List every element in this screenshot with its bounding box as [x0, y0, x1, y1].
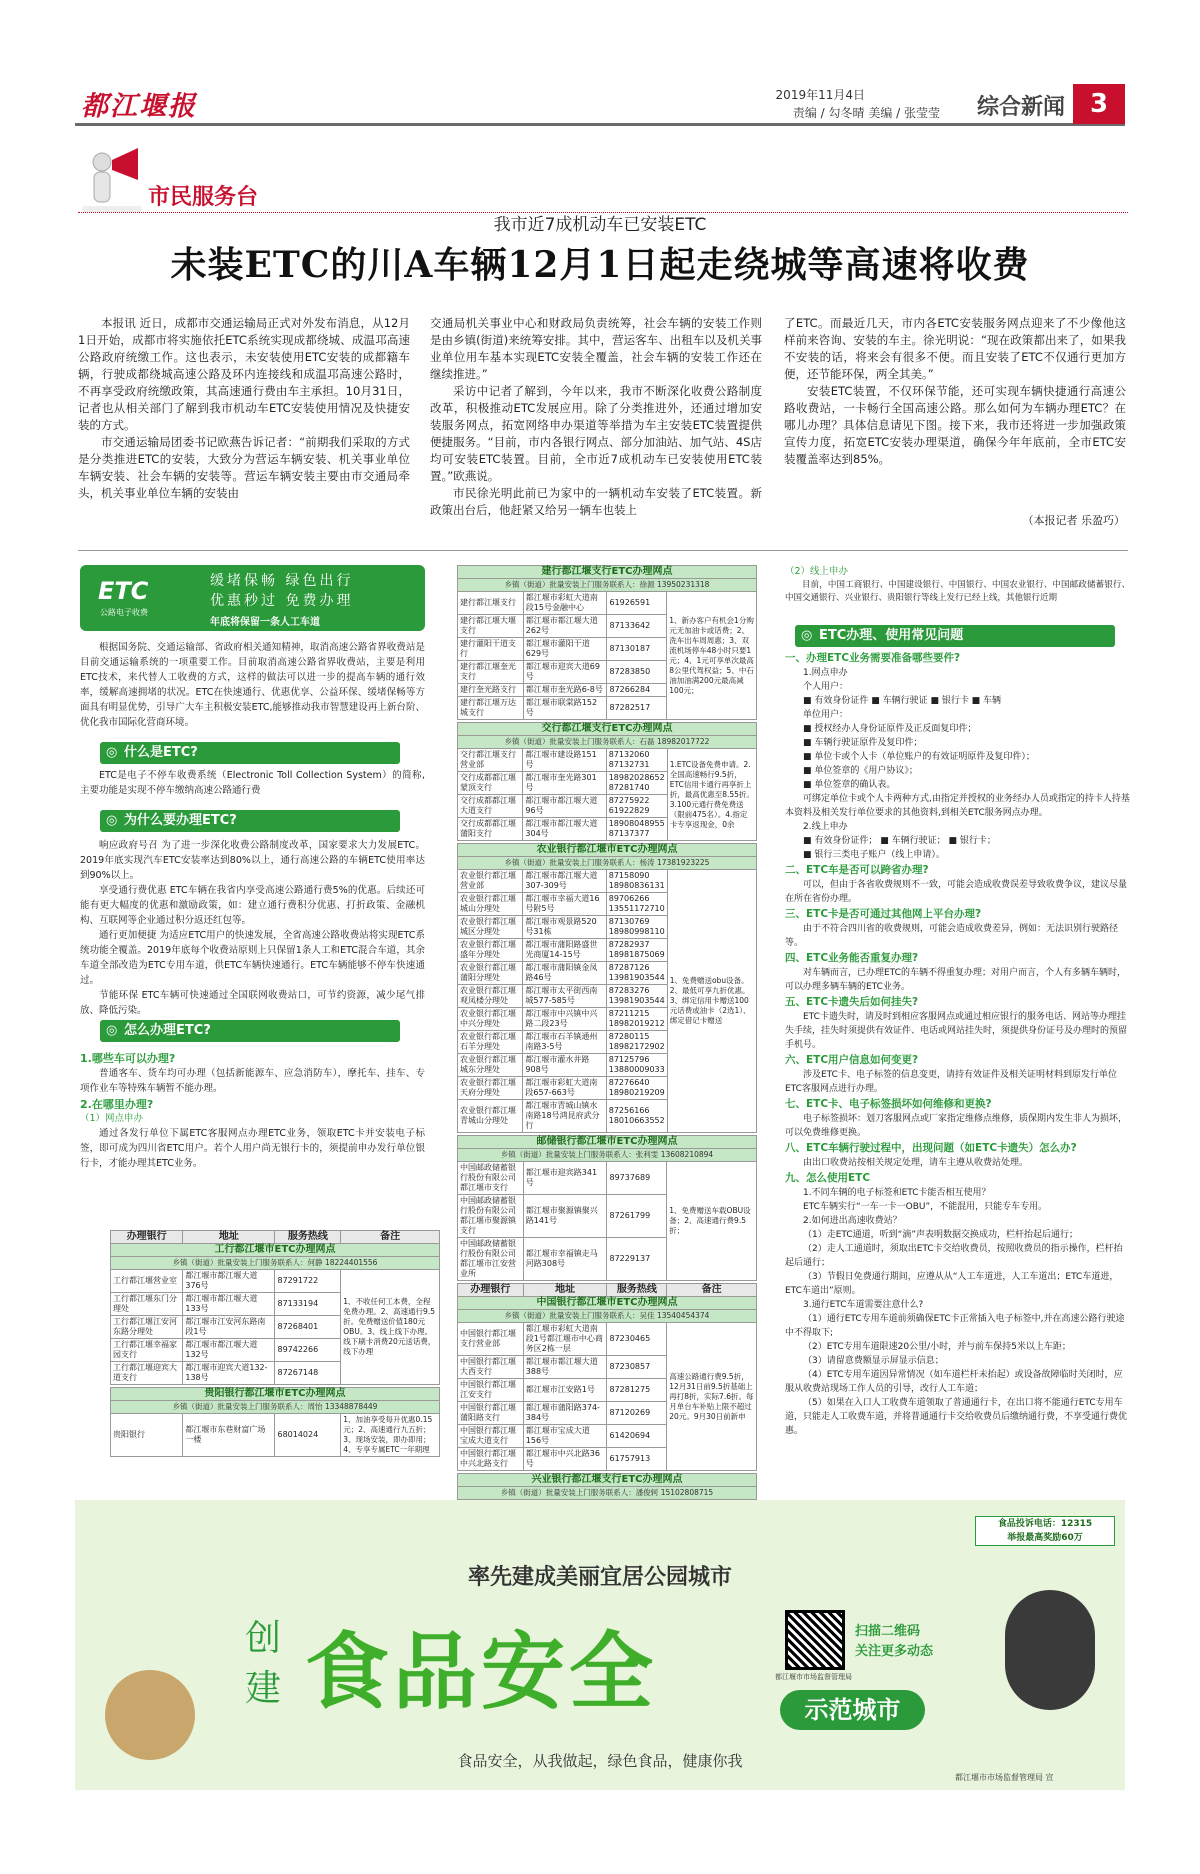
- cell-phone: 61420694: [607, 1425, 667, 1448]
- faq-question: 五、ETC卡遗失后如何挂失?: [785, 996, 919, 1008]
- paragraph: 采访中记者了解到，今年以来，我市不断深化收费公路制度改革，积极推动ETC发展应用。除了分类推进外，还通过增加安装服务网点，拓宽网络申办渠道等举措为车主安装ETC装置提供便捷服务。“目前，市内各银行网点、部分加油站、加气站、4S店均可安装ETC装置。目前，全市近7成机动车已安装使用ETC装置。”欧燕说。: [430, 384, 762, 483]
- faq-question: 一、办理ETC业务需要准备哪些要件?: [785, 652, 961, 664]
- page-number: 3: [1073, 84, 1125, 124]
- section-why: ◎ 为什么要办理ETC?: [100, 810, 400, 832]
- faq-answer: 由出口收费站按相关规定处理，请车主遵从收费站处理。: [803, 1158, 1029, 1168]
- headline: 未装ETC的川A车辆12月1日起走绕城等高速将收费: [170, 244, 1030, 286]
- food-plate-icon: [105, 1670, 195, 1760]
- faq-answer: （1）走ETC通道，听到“滴”声表明数据交换成功，栏杆抬起后通行；: [803, 1230, 1078, 1240]
- faq-answer: ■ 单位签章的《用户协议》；: [803, 766, 918, 776]
- faq-answer: （2）走人工通道时，须取出ETC卡交给收费员，按照收费员的指示操作，栏杆抬起后通行；: [785, 1244, 1123, 1268]
- cell-note: 1、免费赠送车载OBU设备；2、高速通行费9.5折；: [667, 1162, 757, 1281]
- cell-phone: 87283276 13981903544: [606, 985, 667, 1008]
- faq-answer: ■ 有效身份证件 ■ 车辆行驶证 ■ 银行卡 ■ 车辆: [803, 696, 1002, 706]
- cell-bank: 农业银行都江堰石羊分理处: [458, 1031, 523, 1054]
- cell-bank: 农业银行都江堰中兴分理处: [458, 1008, 523, 1031]
- what-answer: [80, 768, 425, 798]
- bank-contact: 乡镇（街道）批量安装上门服务联系人：周怡 13348878449: [111, 1401, 440, 1414]
- qr-note: 都江堰市市场监督管理局: [775, 1673, 852, 1681]
- cell-address: 都江堰市太平街西南城577-585号: [523, 985, 606, 1008]
- cell-phone: 87211215 18982019212: [606, 1008, 667, 1031]
- why-item: 通行更加便捷 为适应ETC用户的快速发展，全省高速公路收费站将实现ETC系统功能全覆盖。2019年底每个收费站原则上只保留1条人工和ETC混合车道，其余车道全部改造为ETC专用车道，供ETC车辆快速通行。ETC车辆能够不停车快速通过。: [80, 930, 425, 986]
- qr-label: 扫描二维码: [855, 1624, 921, 1639]
- faq-answer: 2.线上申办: [803, 822, 848, 832]
- bank-contact: 乡镇（街道）批量安装上门服务联系人：潘俊轲 15102808715: [458, 1487, 757, 1500]
- cell-address: 都江堰市都江堰大道262号: [523, 615, 607, 638]
- cell-address: 都江堰市都江堰大道376号: [183, 1270, 275, 1293]
- bank-table-middle: [457, 565, 757, 1555]
- etc-logo-sub: 公路电子收费: [100, 608, 148, 617]
- banner-demo: 示范城市: [780, 1690, 925, 1730]
- cell-phone: 87230465: [607, 1323, 667, 1356]
- cell-bank: 交行成都都江堰蒲阳支行: [458, 818, 523, 841]
- cell-phone: 87133194: [275, 1293, 341, 1316]
- faq-answer: ■ 银行三类电子账户（线上申请）。: [803, 850, 945, 860]
- cell-address: 都江堰市宝成大道156号: [523, 1425, 607, 1448]
- cell-address: 都江堰市都江堰大道388号: [523, 1356, 607, 1379]
- bank-title: 交行都江堰支行ETC办理网点: [458, 723, 757, 736]
- bank-table: [457, 722, 757, 841]
- faq-answer: 可绑定单位卡或个人卡两种方式,由指定并授权的业务经办人员或指定的持卡人持基本资料及相关发行单位要求的其他资料,到相关ETC服务网点办理。: [785, 794, 1130, 818]
- cell-phone: 87261799: [607, 1195, 667, 1238]
- cell-bank: 农业银行都江堰蒲阳分理处: [458, 962, 523, 985]
- cell-phone: 87280115 18982172902: [606, 1031, 667, 1054]
- cell-address: 都江堰市石羊镇通州南路3-5号: [523, 1031, 606, 1054]
- divider: [78, 550, 1128, 551]
- cell-phone: 87125796 13880009033: [606, 1054, 667, 1077]
- cell-phone: 87120269: [607, 1402, 667, 1425]
- cell-bank: 农业银行都江堰观凤楼分理处: [458, 985, 523, 1008]
- cell-bank: 农业银行都江堰城东分理处: [458, 1054, 523, 1077]
- paragraph: 市交通运输局团委书记欧燕告诉记者：“前期我们采取的方式是分类推进ETC的安装，大致分为营运车辆安装、机关事业单位车辆安装、社会车辆的安装等。营运车辆安装主要由市交通局牵头，机关事业单位车辆的安装由: [78, 435, 410, 500]
- cell-address: 都江堰市彩虹大道南段1号都江堰市中心商务区2栋一层: [523, 1323, 607, 1356]
- cell-phone: 87132060 87132731: [606, 749, 667, 772]
- cell-address: 都江堰市江安河东路南段1号: [183, 1316, 275, 1339]
- faq-question: 二、ETC车是否可以跨省办理?: [785, 864, 929, 876]
- faq-answer: ETC车辆实行“一车一卡一OBU”，不能混用，只能专车专用。: [803, 1202, 1048, 1212]
- cell-bank: 工行都江堰迎宾大道支行: [111, 1362, 183, 1385]
- how-sub: （1）网点申办: [80, 1113, 144, 1124]
- faq-list: [785, 650, 1130, 1438]
- banner-org: 都江堰市市场监督管理局 宣: [955, 1773, 1054, 1782]
- table-header: 办理银行: [111, 1231, 183, 1244]
- bank-table: [457, 565, 757, 720]
- bank-contact: 乡镇（街道）批量安装上门服务联系人：徐源 13950231318: [458, 579, 757, 592]
- banner-slogan: 食品安全，从我做起，绿色食品，健康你我: [457, 1752, 743, 1770]
- cell-bank: 建行都江堰万达城支行: [458, 697, 524, 720]
- slogan-line: 优惠秒过 免费办理: [210, 593, 354, 609]
- faq-answer: （2）ETC专用车道限速20公里/小时，并与前车保持5米以上车距；: [803, 1342, 1071, 1352]
- table-row: [111, 1270, 440, 1293]
- faq-question: 七、ETC卡、电子标签损坏如何维修和更换?: [785, 1098, 992, 1110]
- cell-address: 都江堰市幸福大道16号附5号: [523, 893, 606, 916]
- cell-bank: 贵阳银行: [111, 1414, 183, 1457]
- bank-contact: 乡镇（街道）批量安装上门服务联系人：吴佳 13540454374: [458, 1310, 757, 1323]
- cell-address: 都江堰市江安路1号: [523, 1379, 607, 1402]
- why-list: [80, 838, 425, 1018]
- bank-title: 建行都江堰支行ETC办理网点: [458, 566, 757, 579]
- cell-phone: 68014024: [275, 1414, 341, 1457]
- cell-bank: 农业银行都江堰青城山分理处: [458, 1100, 523, 1133]
- table-row: [458, 592, 757, 615]
- cell-bank: 交行都江堰支行营业部: [458, 749, 523, 772]
- cell-address: 都江堰市迎宾路341号: [523, 1162, 607, 1195]
- faq-question: 六、ETC用户信息如何变更?: [785, 1054, 919, 1066]
- cell-address: 都江堰市迎宾大道132-138号: [183, 1362, 275, 1385]
- cell-bank: 中国银行都江堰中兴北路支行: [458, 1448, 524, 1471]
- cell-address: 都江堰市建设路151号: [523, 749, 606, 772]
- bank-title: 中国银行都江堰市ETC办理网点: [458, 1297, 757, 1310]
- paragraph: 交通局机关事业中心和财政局负责统筹，社会车辆的安装工作则是由乡镇(街道)来统筹安排。其中，营运客车、出租车以及机关事业单位用车基本实现ETC安装全覆盖，社会车辆的安装工作还在继续推进。”: [430, 316, 762, 381]
- bank-table: [110, 1387, 440, 1457]
- cell-address: 都江堰市青城山镇水南路18号鸿昆府武分行: [523, 1100, 606, 1133]
- qr-label: 关注更多动态: [855, 1644, 934, 1659]
- table-row: [458, 749, 757, 772]
- cell-address: 都江堰市蒲阳路盛世光商厦14-15号: [523, 939, 606, 962]
- cell-address: 都江堰市中兴北路36号: [523, 1448, 607, 1471]
- cell-bank: 建行都江堰支行: [458, 592, 524, 615]
- cell-address: 都江堰市蒲阳路374-384号: [523, 1402, 607, 1425]
- table-header: 地址: [183, 1231, 275, 1244]
- how-heading: 1.哪些车可以办理?: [80, 1052, 176, 1065]
- food-safety-banner: [75, 1500, 1125, 1790]
- page-header: [75, 84, 1125, 126]
- section-faq: ◎ ETC办理、使用常见问题: [795, 625, 1115, 647]
- cell-bank: 中国银行都江堰蒲阳路支行: [458, 1402, 524, 1425]
- cell-bank: 工行都江堰幸福家园支行: [111, 1339, 183, 1362]
- cell-bank: 交行成都都江堰蒙顶支行: [458, 772, 523, 795]
- cell-bank: 中国银行都江堰大西支行: [458, 1356, 524, 1379]
- cell-phone: 87158090 18980836131: [606, 870, 667, 893]
- article-column-3: [784, 315, 1126, 468]
- tip-line: 食品投诉电话：12315: [997, 1519, 1093, 1529]
- faq-answer: ■ 有效身份证件； ■ 车辆行驶证； ■ 银行卡；: [803, 836, 996, 846]
- etc-banner: [80, 565, 425, 631]
- kicker: 我市近7成机动车已安装ETC: [493, 215, 707, 235]
- cell-address: 都江堰市迎宾大道69号: [523, 661, 607, 684]
- cell-address: 都江堰市都江堰大道304号: [523, 818, 606, 841]
- faq-question: 八、ETC车辆行驶过程中，出现问题（如ETC卡遗失）怎么办?: [785, 1142, 1077, 1154]
- cell-bank: 农业银行都江堰天府分理处: [458, 1077, 523, 1100]
- cell-phone: 87267148: [275, 1362, 341, 1385]
- faq-answer: （4）ETC专用车道因异常情况（如车道栏杆未抬起）或设备故障临时关闭时，应服从收费站现场工作人员的引导，改行人工车道；: [785, 1370, 1123, 1394]
- table-header: 办理银行: [458, 1284, 524, 1297]
- how-content: [80, 1050, 425, 1171]
- cell-phone: 87283850: [607, 661, 667, 684]
- cell-bank: 工行都江堰营业室: [111, 1270, 183, 1293]
- why-item: 响应政府号召 为了进一步深化收费公路制度改革，国家要求大力发展ETC。2019年底实现汽车ETC安装率达到80%以上，通行高速公路的车辆ETC使用率达到90%以上。: [80, 840, 425, 881]
- cell-bank: 农业银行都江堰城区分理处: [458, 916, 523, 939]
- bank-title: 贵阳银行都江堰市ETC办理网点: [111, 1388, 440, 1401]
- tip-line: 举报最高奖励60万: [1007, 1533, 1083, 1543]
- issue-date: 2019年11月4日: [775, 88, 865, 102]
- faq-answer: 单位用户：: [803, 710, 849, 720]
- cell-address: 都江堰市彩虹大道南段15号金融中心: [523, 592, 607, 615]
- cell-address: 都江堰市灌水井路908号: [523, 1054, 606, 1077]
- table-header: 服务热线: [275, 1231, 341, 1244]
- table-header: 备注: [667, 1284, 757, 1297]
- cell-note: 1、加油享受每升优惠0.15元；2、高速通行九五折；3、现场安装，即办即用；4、专享专属ETC一年期理: [341, 1414, 440, 1457]
- bank-contact: 乡镇（街道）批量安装上门服务联系人：张利雯 13608210894: [458, 1149, 757, 1162]
- banner-char: 创: [245, 1618, 282, 1659]
- section-what: ◎ 什么是ETC?: [100, 742, 400, 764]
- faq-answer: ■ 授权经办人身份证原件及正反面复印件；: [803, 724, 977, 734]
- cell-phone: 87268401: [275, 1316, 341, 1339]
- qr-code-icon: [785, 1610, 845, 1670]
- cell-note: 1.ETC设备免费申请。2.全国高速畅行9.5折，ETC信用卡通行再享折上折，最高优惠至8.55折。3.100元通行费免费送（限前475名）。4.指定卡专享返现金，0余: [667, 749, 756, 841]
- table-header: 地址: [523, 1284, 607, 1297]
- cell-phone: 87281275: [607, 1379, 667, 1402]
- faq-answer: ■ 单位签章的确认表。: [803, 780, 896, 790]
- faq-answer: ■ 车辆行驶证原件及复印件；: [803, 738, 923, 748]
- how-heading: 2.在哪里办理?: [80, 1098, 154, 1111]
- cell-bank: 农业银行都江堰城山分理处: [458, 893, 523, 916]
- cell-phone: 87266284: [607, 684, 667, 697]
- faq-answer: 1.不同车辆的电子标签和ETC卡能否相互使用？: [803, 1188, 991, 1198]
- bank-table: [457, 1135, 757, 1281]
- faq-answer: ■ 单位卡或个人卡（单位账户的有效证明原件及复印件）；: [803, 752, 1035, 762]
- cell-address: 都江堰市奎光路6-8号: [523, 684, 607, 697]
- cell-phone: 87282517: [607, 697, 667, 720]
- bank-title: 邮储银行都江堰市ETC办理网点: [458, 1136, 757, 1149]
- faq-answer: 电子标签损坏：划刀客服网点或厂家指定维修点维修，质保期内发生非人为损坏，可以免费维修更换。: [785, 1114, 1128, 1138]
- cell-phone: 87230857: [607, 1356, 667, 1379]
- faq-answer: （5）如果在入口人工收费车道领取了普通通行卡，在出口将不能通行ETC专用车道，只能走人工收费车道，并将普通通行卡交给收费员后缴纳通行费，不享受通行费优惠。: [785, 1398, 1128, 1436]
- banner-main: 食品安全: [305, 1623, 658, 1721]
- faq-answer: （3）请留意费额显示屏显示信息；: [803, 1356, 944, 1366]
- section-how: ◎ 怎么办理ETC?: [100, 1020, 400, 1042]
- bank-table-left: [110, 1230, 440, 1459]
- cell-address: 都江堰市都江堰大道133号: [183, 1293, 275, 1316]
- rice-spoon-icon: [1005, 1590, 1095, 1710]
- faq-answer: 由于不符合四川省的收费规则，可能会造成收费差异，例如：无法识别行驶路径等。: [785, 924, 1119, 948]
- bank-table: [457, 1283, 757, 1471]
- section-name: 综合新闻: [976, 94, 1065, 120]
- faq-answer: 涉及ETC卡、电子标签的信息变更，请持有效证件及相关证明材料到原发行单位ETC客服网点进行办理。: [785, 1070, 1117, 1094]
- cell-bank: 中国银行都江堰支行营业部: [458, 1323, 524, 1356]
- banner-char: 建: [245, 1668, 282, 1709]
- megaphone-icon: [78, 140, 148, 220]
- faq-answer: 对车辆而言，已办理ETC的车辆不得重复办理；对用户而言，个人有多辆车辆时，可以办理多辆车辆的ETC业务。: [785, 968, 1126, 992]
- cell-bank: 建行都江堰大堰支行: [458, 615, 524, 638]
- faq-answer: ETC卡遗失时，请及时到相应客服网点或通过相应银行的服务电话、网站等办理挂失手续，挂失时须提供有效证件、电话或网站挂失时，须提供身份证号及办理时的预留手机号。: [785, 1012, 1128, 1050]
- why-item: 享受通行费优惠 ETC车辆在我省内享受高速公路通行费5%的优惠。后续还可能有更大幅度的优惠和激励政策，如：建立通行费积分优惠、打折政策、金融机构、互联网等企业通过积分返还红包等。: [80, 885, 425, 926]
- cell-bank: 建行灌阳干道支行: [458, 638, 524, 661]
- cell-phone: 87130187: [607, 638, 667, 661]
- faq-question: 九、怎么使用ETC: [785, 1172, 871, 1184]
- bank-title: 兴业银行都江堰支行ETC办理网点: [458, 1474, 757, 1487]
- byline: （本报记者 乐盈巧）: [1022, 514, 1125, 527]
- intro-text: 根据国务院、交通运输部、省政府相关通知精神，取消高速公路省界收费站是目前交通运输系统的一项重要工作。目前取消高速公路省界收费站，主要是利用ETC技术，来代替人工收费的方式，这样的做法可以进一步的提高车辆的通行效率，缓解高速拥堵的状况。ETC在快速通行、优惠优享、公益环保、缓堵保畅等方面具有明显优势，引导广大车主积极安装ETC,能够推动我市智慧建设再上新台阶、优化我市国际化营商环境。: [80, 642, 425, 728]
- table-row: [458, 1162, 757, 1195]
- cell-phone: 87275922 61922829: [606, 795, 667, 818]
- article-column-1: [78, 315, 410, 502]
- cell-address: 都江堰市聚源镇聚兴路141号: [523, 1195, 607, 1238]
- table-row: [458, 1323, 757, 1356]
- cell-bank: 中国邮政储蓄银行股份有限公司都江堰市支行: [458, 1162, 524, 1195]
- faq-answer: （1）通行ETC专用车道前须确保ETC卡正常插入电子标签中,并在高速公路行驶途中不得取下;: [785, 1314, 1125, 1338]
- cell-bank: 工行都江堰江安河东路分理处: [111, 1316, 183, 1339]
- cell-phone: 61757913: [607, 1448, 667, 1471]
- cell-phone: 89706266 13551172710: [606, 893, 667, 916]
- paragraph: 本报讯 近日，成都市交通运输局正式对外发布消息，从12月1日开始，成都市将实施依托ETC系统实现成都绕城、成温邛高速公路政府统缴工作。这也表示，未安装使用ETC安装的成都籍车辆，行驶成都绕城高速公路及环内连接线和成温邛高速公路时，不再享受政府统缴政策，其高速通行费由车主承担。10月31日，记者也从相关部门了解到我市机动车ETC安装使用情况及快捷安装的方式。: [78, 316, 410, 432]
- cell-address: 都江堰市灌阳干道629号: [523, 638, 607, 661]
- cell-bank: 中国邮政储蓄银行股份有限公司都江堰市聚源镇支行: [458, 1195, 524, 1238]
- bank-title: 农业银行都江堰市ETC办理网点: [458, 844, 757, 857]
- bank-table: [457, 843, 757, 1133]
- bank-contact: 乡镇（街道）批量安装上门服务联系人：何静 18224401556: [111, 1257, 440, 1270]
- cell-phone: 87282937 18981875069: [606, 939, 667, 962]
- cell-note: 1、免费赠送obu设备。2、最低可享九折优惠。3、绑定信用卡赠送100元话费或油卡（2选1）、绑定借记卡赠送: [667, 870, 756, 1133]
- cell-phone: 87291722: [275, 1270, 341, 1293]
- why-item: 节能环保 ETC车辆可快速通过全国联网收费站口，可节约资源，减少尾气排放、降低污染。: [80, 990, 425, 1016]
- paragraph: 了ETC。而最近几天，市内各ETC安装服务网点迎来了不少像他这样前来咨询、安装的车主。徐光明说：“现在政策都出来了，如果我不安装的话，将来会有很多不便。而且安装了ETC不仅通行更加方便，还节能环保，两全其美。”: [784, 316, 1126, 381]
- cell-phone: 87133642: [607, 615, 667, 638]
- cell-phone: 87229137: [607, 1238, 667, 1281]
- cell-bank: 农业银行都江堰盛年分理处: [458, 939, 523, 962]
- cell-bank: 中国银行都江堰宝成大道支行: [458, 1425, 524, 1448]
- cell-address: 都江堰市东巷财富广场一楼: [183, 1414, 275, 1457]
- online-text: 目前，中国工商银行、中国建设银行、中国银行、中国农业银行、中国邮政储蓄银行、中国交通银行、兴业银行、贵阳银行等线上发行已经上线，其他银行近期: [785, 580, 1130, 603]
- cell-phone: 87130769 18980998110: [606, 916, 667, 939]
- how-text: 普通客车、货车均可办理（包括新能源车、应急消防车），摩托车、挂车、专项作业车等特殊车辆暂不能办理。: [80, 1068, 425, 1094]
- cell-address: 都江堰市中兴镇中兴路二段23号: [523, 1008, 606, 1031]
- cell-address: 都江堰市观景路520号31栋: [523, 916, 606, 939]
- slogan-line: 缓堵保畅 绿色出行: [210, 573, 354, 589]
- paragraph: 市民徐光明此前已为家中的一辆机动车安装了ETC装置。新政策出台后，他赶紧又给另一辆车也装上: [430, 486, 762, 517]
- cell-address: 都江堰市幸福镇走马河路308号: [523, 1238, 607, 1281]
- cell-note: 1、新办客户有机会1分购元无加油卡或话费；2、洗车出车周周惠；3、双流机场停车48小时只要1元；4、1元可享单次最高8公里代驾权益；5、中石油加油满200元最高减100元；: [667, 592, 757, 720]
- cell-phone: 61926591: [607, 592, 667, 615]
- tip-box: [975, 1516, 1115, 1546]
- faq-answer: 1.网点申办: [803, 668, 848, 678]
- faq-question: 三、ETC卡是否可通过其他网上平台办理?: [785, 908, 982, 920]
- answer-text: ETC是电子不停车收费系统（Electronic Toll Collection System）的简称,主要功能是实现不停车缴纳高速公路通行费: [80, 770, 425, 796]
- cell-phone: 89742266: [275, 1339, 341, 1362]
- etc-bar-text: 年底将保留一条人工车道: [210, 617, 320, 628]
- article-column-2: [430, 315, 762, 519]
- faq-answer: 可以，但由于各省收费规则不一致，可能会造成收费误差导致收费争议，建议尽量在所在省份办理。: [785, 880, 1128, 904]
- table-header: 服务热线: [607, 1284, 667, 1297]
- column-label: 市民服务台: [148, 184, 259, 210]
- cell-address: 都江堰市都江堰大道307-309号: [523, 870, 606, 893]
- how-text: 通过各发行单位下属ETC客服网点办理ETC业务，领取ETC卡并安装电子标签，即可成为四川省ETC用户。若个人用户尚无银行卡的，须提前申办发行单位银行卡，才能办理其ETC业务。: [80, 1128, 425, 1169]
- bank-table: [110, 1230, 440, 1385]
- cell-phone: 87256166 18010663552: [606, 1100, 667, 1133]
- cell-bank: 建行奎光路支行: [458, 684, 524, 697]
- faq-answer: 2.如何进出高速收费站？: [803, 1216, 902, 1226]
- faq-answer: 个人用户：: [803, 682, 849, 692]
- banner-title: 率先建成美丽宜居公园城市: [467, 1564, 732, 1590]
- cell-note: 1、不收任何工本费，全程免费办理。2、高速通行9.5折。免费赠送价值180元OBU。3、线上线下办理。线下刷卡消费20元送话费，线下办理: [341, 1270, 440, 1385]
- table-row: [111, 1414, 440, 1457]
- online-apply: [785, 565, 1130, 605]
- cell-bank: 中国银行都江堰江安支行: [458, 1379, 524, 1402]
- cell-address: 都江堰市彩虹大道南段657-663号: [523, 1077, 606, 1100]
- masthead-logo: 都江堰报: [81, 91, 197, 122]
- etc-intro: [80, 640, 425, 730]
- cell-bank: 农业银行都江堰营业部: [458, 870, 523, 893]
- faq-answer: 3.通行ETC车道需要注意什么?: [803, 1300, 924, 1310]
- cell-note: 高速公路通行费9.5折，12月31日前9.5折基础上再打8折，实际7.6折。每月单台车补贴上限不超过20元。9月30日前新申: [667, 1323, 757, 1471]
- cell-phone: 89737689: [607, 1162, 667, 1195]
- etc-logo: ETC: [98, 577, 149, 605]
- cell-address: 都江堰市奎光路301号: [523, 772, 606, 795]
- paragraph: 安装ETC装置，不仅环保节能，还可实现车辆快捷通行高速公路收费站，一卡畅行全国高速公路。那么如何为车辆办理ETC？在哪儿办理？具体信息请见下图。接下来，我市还将进一步加强政策宣传力度，拓宽ETC安装办理渠道，确保今年年底前，全市ETC安装覆盖率达到85%。: [784, 384, 1126, 466]
- bank-contact: 乡镇（街道）批量安装上门服务联系人：石磊 18982017722: [458, 736, 757, 749]
- cell-address: 都江堰市都江堰大道132号: [183, 1339, 275, 1362]
- cell-phone: 87287126 13981903544: [606, 962, 667, 985]
- faq-answer: （3）节假日免费通行期间，应遵从从“人工车道进，人工车道出；ETC车道进，ETC车道出”原则。: [785, 1272, 1119, 1296]
- etc-slogan: [210, 571, 353, 611]
- cell-bank: 建行都江堰奎光支行: [458, 661, 524, 684]
- cell-address: 都江堰市都江堰大道96号: [523, 795, 606, 818]
- bank-contact: 乡镇（街道）批量安装上门服务联系人：杨涛 17381923225: [458, 857, 757, 870]
- cell-address: 都江堰市蒲阳镇金凤路46号: [523, 962, 606, 985]
- editor-line: 责编 / 勾冬晴 美编 / 张莹莹: [792, 106, 940, 120]
- bank-title: 工行都江堰市ETC办理网点: [111, 1244, 440, 1257]
- faq-question: 四、ETC业务能否重复办理?: [785, 952, 919, 964]
- cell-bank: 工行都江堰东门分理处: [111, 1293, 183, 1316]
- cell-phone: 18908048955 87137377: [606, 818, 667, 841]
- cell-bank: 交行成都都江堰大道支行: [458, 795, 523, 818]
- table-row: [458, 870, 757, 893]
- cell-address: 都江堰市联棠路152号: [523, 697, 607, 720]
- cell-bank: 中国邮政储蓄银行股份有限公司都江堰市江安营业所: [458, 1238, 524, 1281]
- table-header: 备注: [341, 1231, 440, 1244]
- cell-phone: 18982028652 87281740: [606, 772, 667, 795]
- cell-phone: 87276640 18980219209: [606, 1077, 667, 1100]
- online-title: （2）线上申办: [785, 566, 849, 577]
